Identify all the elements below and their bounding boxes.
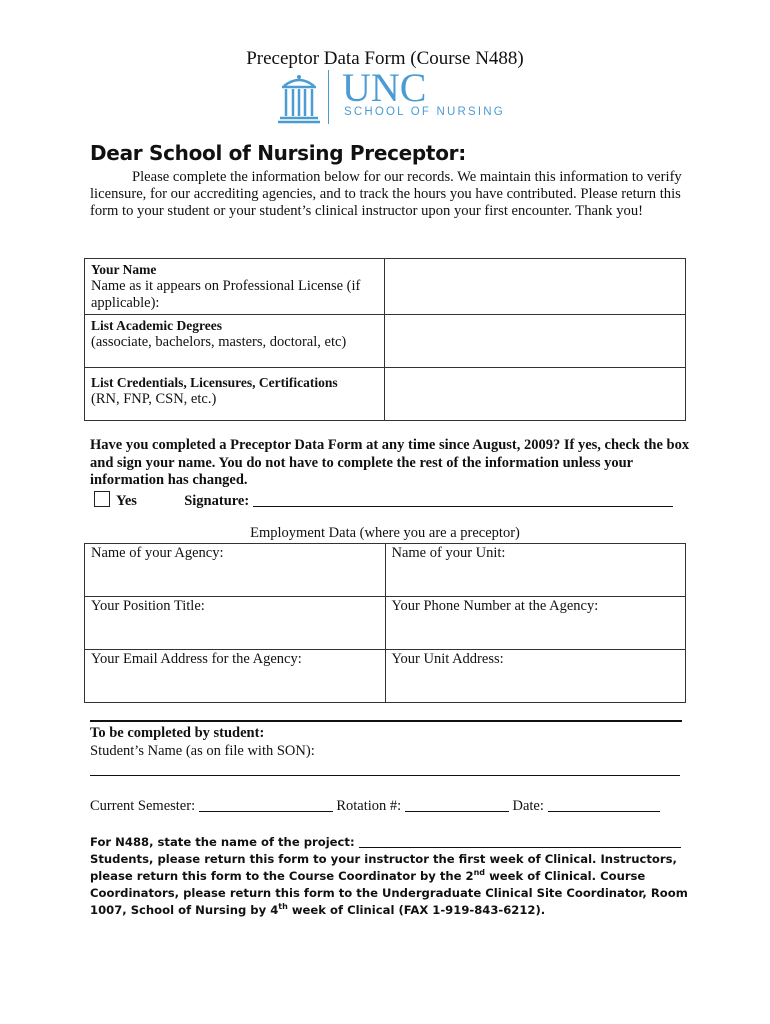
credentials-field[interactable] bbox=[385, 368, 686, 421]
degrees-field[interactable] bbox=[385, 315, 686, 368]
unc-logo bbox=[272, 65, 505, 126]
employment-heading: Employment Data (where you are a preceptor) bbox=[250, 525, 520, 541]
rotation-field[interactable] bbox=[405, 798, 509, 812]
yes-label: Yes bbox=[116, 493, 137, 509]
credentials-label: List Credentials, Licensures, Certifications bbox=[91, 375, 338, 390]
instructions-part-b: week of Clinical. Course Coordinators, please return this form to the Undergraduate Clinical Site Coordinator, Room 1007, School of Nursing by 4 bbox=[90, 869, 688, 917]
employment-table bbox=[84, 543, 686, 703]
signature-label: Signature: bbox=[184, 493, 250, 509]
student-heading: To be completed by student: bbox=[90, 725, 265, 741]
unit-name-field[interactable] bbox=[385, 544, 686, 597]
instructions-part-a: Students, please return this form to your instructor the first week of Clinical. Instructors, please return this form to the Course Coordinator by the 2 bbox=[90, 852, 677, 883]
student-name-field[interactable] bbox=[90, 775, 680, 776]
intro-paragraph bbox=[90, 169, 690, 221]
semester-label: Current Semester: bbox=[90, 798, 196, 814]
degrees-label-cell bbox=[85, 315, 385, 368]
footer-instructions bbox=[90, 834, 690, 919]
old-well-icon bbox=[274, 72, 324, 126]
unit-address-label: Your Unit Address: bbox=[391, 651, 504, 667]
greeting-heading: Dear School of Nursing Preceptor: bbox=[90, 141, 466, 165]
section-divider bbox=[90, 720, 682, 722]
degrees-label: List Academic Degrees bbox=[91, 318, 222, 333]
instructions-part-c: week of Clinical (FAX 1-919-843-6212). bbox=[287, 903, 546, 917]
student-name-label: Student’s Name (as on file with SON): bbox=[90, 742, 315, 759]
yes-signature-row bbox=[94, 491, 673, 510]
return-instructions bbox=[90, 851, 690, 919]
your-name-desc: Name as it appears on Professional License (if applicable): bbox=[91, 278, 361, 311]
project-label: For N488, state the name of the project: bbox=[90, 835, 355, 849]
unit-address-field[interactable] bbox=[385, 650, 686, 703]
phone-number-label: Your Phone Number at the Agency: bbox=[391, 598, 599, 614]
your-name-field[interactable] bbox=[385, 259, 686, 315]
sup-th: th bbox=[278, 902, 288, 912]
semester-field[interactable] bbox=[199, 798, 333, 812]
preceptor-info-table bbox=[84, 258, 686, 421]
logo-wordmark: UNC bbox=[342, 65, 427, 110]
your-name-label: Your Name bbox=[91, 262, 157, 277]
credentials-label-cell bbox=[85, 368, 385, 421]
signature-field[interactable] bbox=[253, 492, 673, 507]
rotation-label: Rotation #: bbox=[336, 798, 402, 814]
previous-form-question: Have you completed a Preceptor Data Form at any time since August, 2009? If yes, check the box and sign your name. You do not have to complete the rest of the information unless your information has changed. bbox=[90, 437, 690, 488]
sup-nd: nd bbox=[473, 868, 486, 878]
semester-row bbox=[90, 798, 660, 815]
intro-text: Please complete the information below for our records. We maintain this information to verify licensure, for our accrediting agencies, and to track the hours you have contributed. Please return this form to your student or your student’s clinical instructor upon your first encounter. Thank you! bbox=[90, 169, 682, 220]
date-field[interactable] bbox=[548, 798, 660, 812]
project-row bbox=[90, 834, 690, 851]
email-address-field[interactable] bbox=[85, 650, 386, 703]
email-address-label: Your Email Address for the Agency: bbox=[91, 651, 302, 667]
logo-divider bbox=[328, 70, 329, 124]
yes-checkbox[interactable] bbox=[94, 491, 110, 507]
credentials-desc: (RN, FNP, CSN, etc.) bbox=[91, 391, 217, 407]
student-section bbox=[90, 725, 690, 760]
agency-name-field[interactable] bbox=[85, 544, 386, 597]
agency-name-label: Name of your Agency: bbox=[91, 545, 224, 561]
unit-name-label: Name of your Unit: bbox=[391, 545, 506, 561]
logo-subtitle: SCHOOL OF NURSING bbox=[344, 106, 505, 118]
degrees-desc: (associate, bachelors, masters, doctoral, etc) bbox=[91, 334, 347, 350]
date-label: Date: bbox=[512, 798, 544, 814]
name-label-cell bbox=[85, 259, 385, 315]
project-field[interactable] bbox=[359, 835, 681, 848]
form-title: Preceptor Data Form (Course N488) bbox=[246, 48, 524, 69]
position-title-field[interactable] bbox=[85, 597, 386, 650]
phone-number-field[interactable] bbox=[385, 597, 686, 650]
position-title-label: Your Position Title: bbox=[91, 598, 205, 614]
